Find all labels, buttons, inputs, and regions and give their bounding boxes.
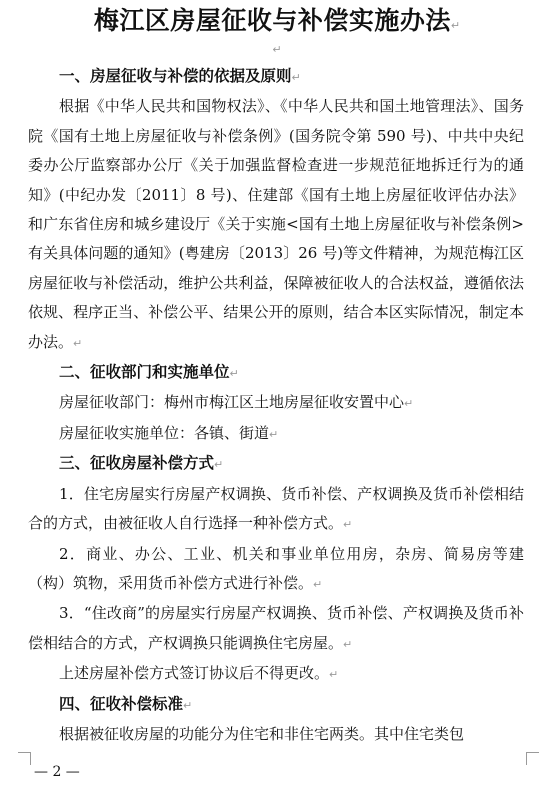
title-text: 梅江区房屋征收与补偿实施办法 — [93, 6, 451, 35]
section-heading[interactable] — [28, 690, 524, 720]
paragraph-mark-icon: ↵ — [329, 668, 339, 682]
paragraph-text: 3．“住改商”的房屋实行房屋产权调换、货币补偿、产权调换及货币补偿相结合的方式，产权调换只能调换住宅房屋。 — [28, 604, 524, 652]
paragraph-text: 二、征收部门和实施单位 — [59, 363, 230, 382]
body-paragraph[interactable] — [28, 720, 524, 749]
document-title[interactable] — [0, 6, 554, 41]
paragraph-mark-icon: ↵ — [291, 71, 301, 84]
paragraph-mark-icon: ↵ — [450, 19, 461, 32]
paragraph-mark-icon: ↵ — [269, 427, 279, 441]
paragraph-text: 三、征收房屋补偿方式 — [59, 454, 215, 473]
document-body[interactable] — [28, 62, 524, 749]
paragraph-mark-icon: ↵ — [404, 397, 414, 411]
paragraph-mark-icon: ↵ — [214, 458, 224, 472]
paragraph-mark-icon: ↵ — [272, 43, 282, 56]
paragraph-mark-icon: ↵ — [73, 336, 83, 350]
body-paragraph[interactable] — [28, 480, 524, 540]
empty-paragraph[interactable] — [0, 39, 554, 59]
body-paragraph[interactable] — [28, 419, 524, 449]
paragraph-mark-icon: ↵ — [313, 577, 323, 591]
body-paragraph[interactable] — [28, 659, 524, 689]
paragraph-mark-icon: ↵ — [343, 518, 353, 532]
body-paragraph[interactable] — [28, 388, 524, 418]
paragraph-mark-icon: ↵ — [229, 367, 239, 381]
paragraph-text: 一、房屋征收与补偿的依据及原则 — [59, 67, 292, 85]
paragraph-text: 1．住宅房屋实行房屋产权调换、货币补偿、产权调换及货币补偿相结合的方式，由被征收人自行选择一种补偿方式。 — [28, 484, 524, 533]
paragraph-text: 房屋征收部门：梅州市梅江区土地房屋征收安置中心 — [59, 393, 405, 412]
paragraph-text: 房屋征收实施单位：各镇、街道 — [59, 423, 270, 442]
paragraph-mark-icon: ↵ — [183, 698, 193, 712]
body-paragraph[interactable] — [28, 92, 524, 358]
paragraph-text: 根据《中华人民共和国物权法》、《中华人民共和国土地管理法》、国务院《国有土地上房屋征收与补偿条例》(国务院令第 590 号)、中共中央纪委办公厅监察部办公厅《关于加强监督检查进一步规范征地拆迁行为的通知》(中纪办发〔2011〕8 号)、住建部《国有土地上房屋征收评估办法》和广东省住房和城乡建设厅《关于实施<国有土地上房屋征收与补偿条例>有关具体问题的通知》(粤建房〔2013〕26 号)等文件精神，为规范梅江区房屋征收与补偿活动，维护公共利益，保障被征收人的合法权益，遵循依法依规、程序正当、补偿公平、结果公开的原则，结合本区实际情况，制定本办法。 — [28, 97, 524, 351]
body-paragraph[interactable] — [28, 540, 524, 600]
section-heading[interactable] — [28, 358, 524, 388]
corner-crop-mark — [526, 752, 539, 765]
paragraph-mark-icon: ↵ — [343, 637, 353, 651]
section-heading[interactable] — [28, 449, 524, 479]
page-number: — 2 — — [34, 764, 80, 780]
paragraph-text: 2．商业、办公、工业、机关和事业单位用房，杂房、简易房等建（构）筑物，采用货币补偿方式进行补偿。 — [28, 544, 524, 592]
paragraph-text: 四、征收补偿标准 — [59, 694, 184, 713]
corner-crop-mark — [18, 752, 31, 765]
body-paragraph[interactable] — [28, 599, 524, 659]
paragraph-text: 上述房屋补偿方式签订协议后不得更改。 — [59, 664, 330, 683]
paragraph-text: 根据被征收房屋的功能分为住宅和非住宅两类。其中住宅类包 — [59, 724, 465, 743]
section-heading[interactable] — [28, 62, 524, 92]
